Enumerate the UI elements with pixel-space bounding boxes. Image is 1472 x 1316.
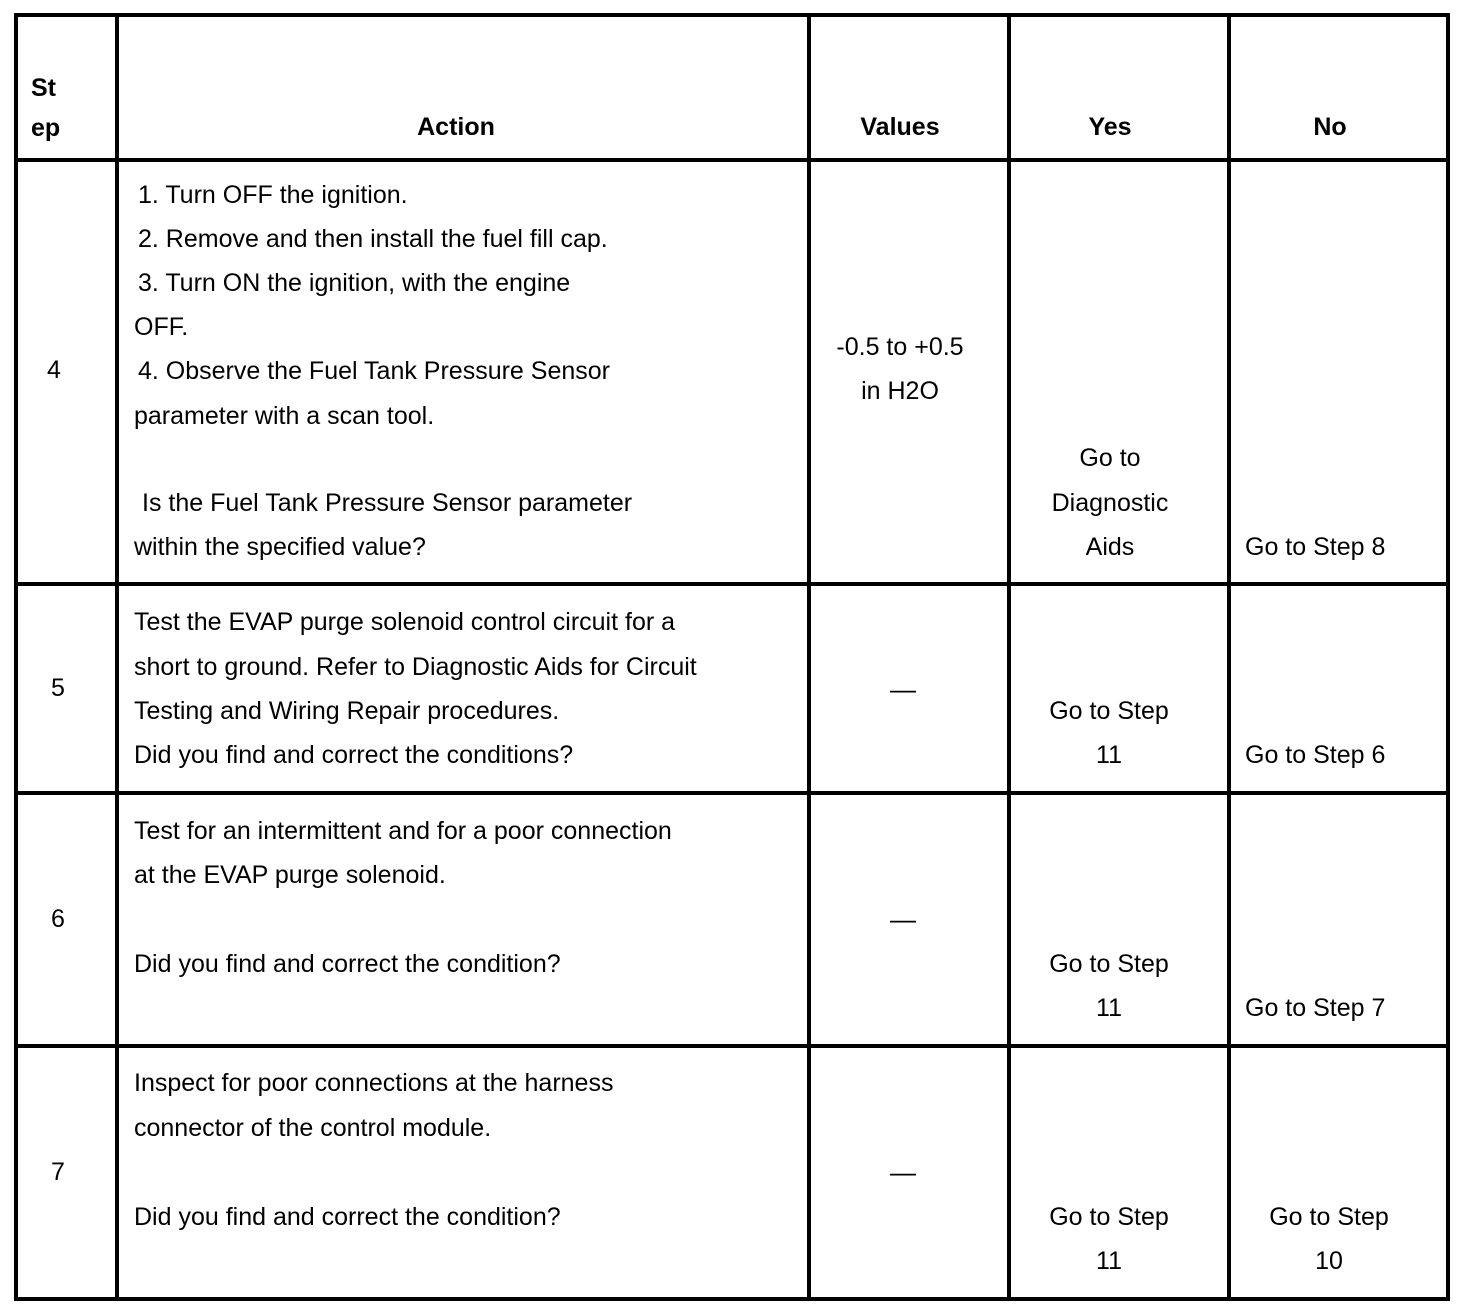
action-line: 3. Turn ON the ignition, with the engine bbox=[138, 269, 571, 297]
action-question: Did you find and correct the condition? bbox=[134, 950, 561, 978]
header-yes: Yes bbox=[1088, 113, 1132, 141]
no-result: Go to Step bbox=[1269, 1203, 1389, 1231]
step-number: 5 bbox=[51, 674, 65, 702]
header-no: No bbox=[1313, 113, 1347, 141]
value-none: — bbox=[890, 1157, 916, 1187]
action-line: Test for an intermittent and for a poor connection bbox=[134, 817, 672, 845]
action-line: short to ground. Refer to Diagnostic Aids for Circuit bbox=[134, 653, 697, 681]
no-result: Go to Step 8 bbox=[1245, 533, 1386, 561]
no-result: Go to Step 6 bbox=[1245, 741, 1386, 769]
action-line: parameter with a scan tool. bbox=[134, 402, 435, 430]
table-border-bottom bbox=[14, 1297, 1450, 1301]
action-question: within the specified value? bbox=[134, 533, 426, 561]
action-line: OFF. bbox=[134, 313, 189, 341]
yes-result: 11 bbox=[1096, 741, 1122, 769]
table-border-right bbox=[1446, 13, 1450, 1301]
row-divider bbox=[14, 582, 1450, 586]
step-number: 7 bbox=[51, 1158, 65, 1186]
header-divider bbox=[14, 158, 1450, 162]
action-line: Inspect for poor connections at the harness bbox=[134, 1069, 614, 1097]
action-line: at the EVAP purge solenoid. bbox=[134, 861, 446, 889]
column-divider bbox=[115, 13, 119, 1301]
header-step: ep bbox=[31, 114, 61, 142]
yes-result: Go to Step bbox=[1049, 950, 1169, 978]
action-line: connector of the control module. bbox=[134, 1114, 492, 1142]
yes-result: Aids bbox=[1085, 533, 1135, 561]
action-line: 4. Observe the Fuel Tank Pressure Sensor bbox=[138, 357, 610, 385]
yes-result: 11 bbox=[1096, 1247, 1122, 1275]
action-line: Test the EVAP purge solenoid control circuit for a bbox=[134, 608, 676, 636]
action-line: 2. Remove and then install the fuel fill cap. bbox=[138, 225, 608, 253]
action-question: Did you find and correct the condition? bbox=[134, 1203, 561, 1231]
value-none: — bbox=[890, 904, 916, 934]
header-values: Values bbox=[860, 113, 940, 141]
table-border-left bbox=[14, 13, 18, 1301]
value-none: — bbox=[890, 674, 916, 704]
action-question: Did you find and correct the conditions? bbox=[134, 741, 574, 769]
value-range: in H2O bbox=[861, 377, 939, 405]
action-line: Testing and Wiring Repair procedures. bbox=[134, 697, 560, 725]
no-result: Go to Step 7 bbox=[1245, 994, 1386, 1022]
step-number: 6 bbox=[51, 905, 65, 933]
step-number: 4 bbox=[47, 356, 61, 384]
column-divider bbox=[807, 13, 811, 1301]
value-range: -0.5 to +0.5 bbox=[836, 333, 964, 361]
yes-result: Go to Step bbox=[1049, 1203, 1169, 1231]
column-divider bbox=[1007, 13, 1011, 1301]
yes-result: Diagnostic bbox=[1051, 489, 1169, 517]
action-line: 1. Turn OFF the ignition. bbox=[138, 181, 408, 209]
header-action: Action bbox=[417, 113, 495, 141]
no-result: 10 bbox=[1315, 1247, 1343, 1275]
row-divider bbox=[14, 791, 1450, 795]
table-border-top bbox=[14, 13, 1450, 17]
header-step: St bbox=[31, 74, 56, 102]
row-divider bbox=[14, 1044, 1450, 1048]
yes-result: Go to Step bbox=[1049, 697, 1169, 725]
yes-result: 11 bbox=[1096, 994, 1122, 1022]
action-question: Is the Fuel Tank Pressure Sensor parameter bbox=[142, 489, 633, 517]
yes-result: Go to bbox=[1079, 444, 1141, 472]
column-divider bbox=[1227, 13, 1231, 1301]
